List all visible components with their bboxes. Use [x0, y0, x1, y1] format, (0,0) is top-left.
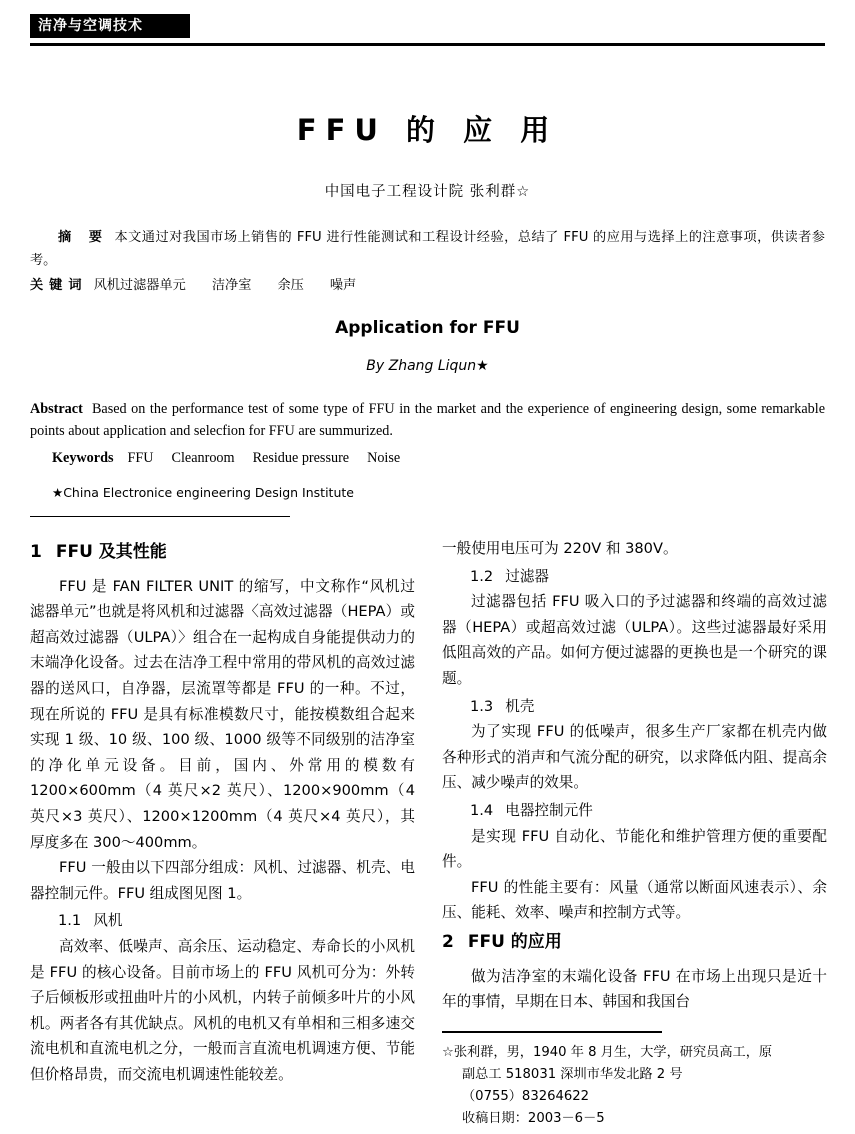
english-keyword-item: Residue pressure [252, 450, 350, 466]
paragraph: FFU 的性能主要有：风量（通常以断面风速表示）、余压、能耗、效率、噪声和控制方式等。 [442, 878, 827, 922]
english-keyword-item: Cleanroom [171, 450, 235, 466]
subsection-number: 1.4 [470, 801, 494, 819]
subsection-heading-1-3 [442, 694, 827, 720]
keywords-label: 关键词 [30, 278, 88, 293]
footnote-line: 收稿日期：2003－6－5 [462, 1111, 605, 1126]
english-abstract [30, 398, 825, 442]
paragraph: 高效率、低噪声、高余压、运动稳定、寿命长的小风机是 FFU 的核心设备。目前市场上的 FFU 风机可分为：外转子后倾板形或扭曲叶片的小风机，内转子前倾多叶片的小风机。两者各有其优缺点。风机的电机又有单相和三相多速交流电机和直流电机之分，一般而言直流电机调速方便、节能但价格昂贵，而交流电机调速性能较差。 [30, 937, 415, 1083]
footnote-line: （0755）83264622 [462, 1089, 590, 1104]
subsection-heading-1-1 [30, 908, 415, 934]
abstract-paragraph [30, 226, 825, 272]
running-head [30, 14, 825, 40]
section-number: 1 [30, 542, 42, 562]
section-divider-rule [30, 516, 290, 517]
right-column [442, 536, 827, 1015]
keyword-item: 余压 [277, 278, 304, 293]
abstract-text: 本文通过对我国市场上销售的 FFU 进行性能测试和工程设计经验，总结了 FFU 的应用与选择上的注意事项，供读者参考。 [30, 230, 825, 268]
footnote-line: ☆张利群，男，1940 年 8 月生，大学，研究员高工，原 [442, 1045, 773, 1060]
left-column [30, 536, 415, 1087]
section-number: 2 [442, 931, 454, 952]
subsection-number: 1.2 [470, 567, 494, 585]
footnote-block [442, 1042, 827, 1130]
english-keyword-item: FFU [127, 450, 154, 466]
subsection-title: 过滤器 [505, 567, 550, 585]
subsection-number: 1.3 [470, 697, 494, 715]
subsection-number: 1.1 [58, 912, 82, 930]
section-title: FFU 及其性能 [55, 542, 167, 562]
abstract-label: 摘 要 [58, 230, 109, 245]
english-abstract-label: Abstract [30, 401, 83, 417]
paragraph: 为了实现 FFU 的低噪声，很多生产厂家都在机壳内做各种形式的消声和气流分配的研究，以求降低内阻、提高余压、减少噪声的效果。 [442, 723, 827, 792]
keywords-line [30, 274, 825, 297]
running-head-text: 洁净与空调技术 [38, 18, 143, 34]
page-title: FFU 的 应 用 [296, 113, 559, 147]
keyword-item: 噪声 [329, 278, 357, 293]
english-keyword-item: Noise [367, 450, 401, 466]
english-byline: By Zhang Liqun★ [366, 358, 489, 374]
affiliation-note: ★China Electronice engineering Design Institute [52, 485, 354, 500]
keyword-item: 洁净室 [211, 278, 252, 293]
english-keywords [52, 450, 822, 467]
subsection-title: 电器控制元件 [505, 801, 593, 819]
english-title: Application for FFU [335, 318, 520, 338]
english-abstract-text: Based on the performance test of some type of FFU in the market and the experience of engineering design, some remarkable points about application and selecfion for FFU are summurized. [30, 401, 826, 439]
keyword-item: 风机过滤器单元 [93, 278, 186, 293]
section-heading-1 [30, 540, 415, 566]
paragraph: 做为洁净室的末端化设备 FFU 在市场上出现只是近十年的事情，早期在日本、韩国和我国台 [442, 967, 827, 1011]
author-byline: 中国电子工程设计院 张利群☆ [324, 184, 531, 200]
paragraph: 过滤器包括 FFU 吸入口的予过滤器和终端的高效过滤器（HEPA）或超高效过滤（ULPA）。这些过滤器最好采用低阻高效的产品。如何方便过滤器的更换也是一个研究的课题。 [442, 593, 827, 687]
section-title: FFU 的应用 [467, 931, 562, 952]
paragraph: FFU 一般由以下四部分组成：风机、过滤器、机壳、电器控制元件。FFU 组成图见图 1。 [30, 859, 415, 902]
subsection-heading-1-2 [442, 564, 827, 590]
section-heading-2 [442, 930, 827, 956]
paragraph: FFU 是 FAN FILTER UNIT 的缩写，中文称作“风机过滤器单元”也就是将风机和过滤器〈高效过滤器（HEPA）或超高效过滤器（ULPA）〉组合在一起构成自身能提供动力的末端净化设备。过去在洁净工程中常用的带风机的高效过滤器的送风口，自净器，层流罩等都是 FFU 的一种。不过，现在所说的 FFU 是具有标准模数尺寸，能按模数组合起来实现 1 级、10 级、100 级、1000 级等不同级别的洁净室的净化单元设备。目前，国内、外常用的模数有 1200×600mm（4 英尺×2 英尺）、1200×900mm（4 英尺×3 英尺）、1200×1200mm（4 英尺×4 英尺），其厚度多在 300～400mm。 [30, 577, 415, 851]
footnote-line: 副总工 518031 深圳市华发北路 2 号 [462, 1067, 683, 1082]
subsection-title: 机壳 [505, 697, 535, 715]
paragraph: 一般使用电压可为 220V 和 380V。 [442, 540, 678, 557]
subsection-heading-1-4 [442, 798, 827, 824]
english-keywords-label: Keywords [52, 450, 114, 466]
paragraph: 是实现 FFU 自动化、节能化和维护管理方便的重要配件。 [442, 827, 827, 871]
subsection-title: 风机 [93, 912, 123, 930]
footnote-rule [442, 1031, 662, 1033]
header-rule [30, 43, 825, 46]
abstract-block [30, 226, 825, 297]
